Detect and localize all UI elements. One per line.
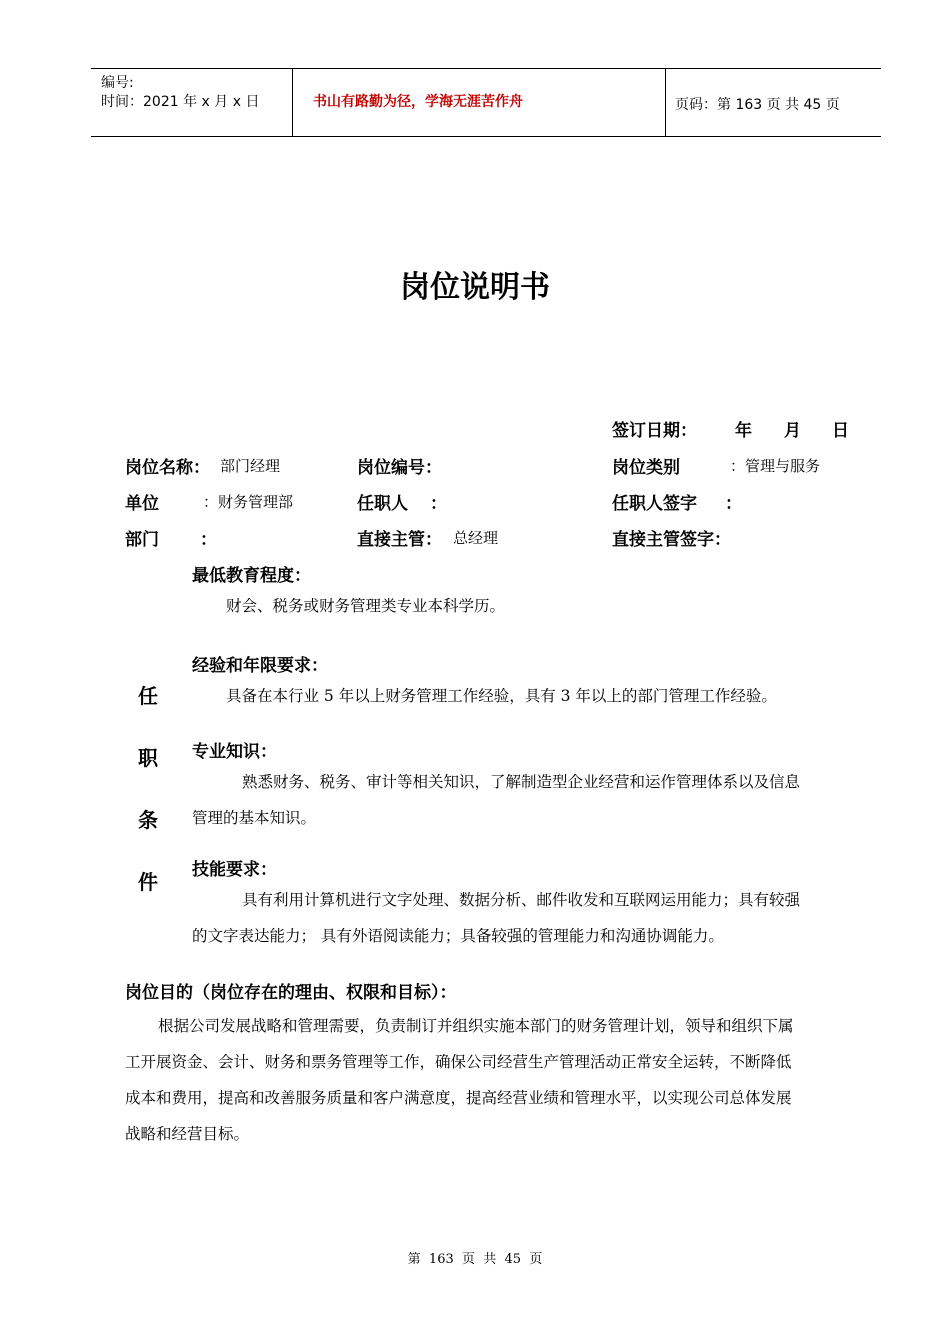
document-number-label: 编号:: [101, 75, 134, 91]
sign-date-day: 日: [832, 421, 849, 441]
supervisor-sign-label: 直接主管签字：: [612, 530, 731, 550]
department-label: 部门: [125, 530, 159, 550]
incumbent-sign-label: 任职人签字: [612, 494, 697, 514]
qualification-side-char: 条: [138, 808, 158, 832]
knowledge-label: 专业知识：: [192, 742, 277, 762]
position-type-label: 岗位类别: [612, 458, 680, 478]
knowledge-text-line: 管理的基本知识。: [192, 809, 317, 827]
position-name-label: 岗位名称：: [125, 458, 210, 478]
qualification-side-char: 任: [138, 684, 158, 708]
header-page-number: 页码：第 163 页 共 45 页: [675, 97, 840, 113]
unit-value: ：财务管理部: [203, 493, 294, 511]
purpose-label: 岗位目的（岗位存在的理由、权限和目标）：: [125, 983, 457, 1003]
unit-label: 单位: [125, 494, 159, 514]
purpose-text-line: 成本和费用，提高和改善服务质量和客户满意度，提高经营业绩和管理水平，以实现公司总体发展: [125, 1089, 792, 1107]
purpose-text-line: 根据公司发展战略和管理需要，负责制订并组织实施本部门的财务管理计划，领导和组织下属: [158, 1017, 794, 1035]
document-time: 时间：2021 年 x 月 x 日: [101, 94, 260, 110]
knowledge-text-line: 熟悉财务、税务、审计等相关知识，了解制造型企业经营和运作管理体系以及信息: [242, 773, 801, 791]
header-divider: [292, 69, 293, 136]
skills-text-line: 具有利用计算机进行文字处理、数据分析、邮件收发和互联网运用能力；具有较强: [242, 891, 801, 909]
skills-text-line: 的文字表达能力； 具有外语阅读能力；具备较强的管理能力和沟通协调能力。: [192, 927, 724, 945]
education-text: 财会、税务或财务管理类专业本科学历。: [226, 597, 506, 615]
qualification-side-char: 职: [138, 746, 158, 770]
sign-date-year: 年: [735, 421, 752, 441]
position-type-value: ：管理与服务: [730, 457, 821, 475]
header-table: [91, 68, 881, 137]
incumbent-colon: ：: [430, 494, 447, 514]
education-label: 最低教育程度：: [192, 566, 311, 586]
incumbent-label: 任职人: [357, 494, 408, 514]
department-colon: ：: [200, 530, 217, 550]
skills-label: 技能要求：: [192, 860, 277, 880]
supervisor-label: 直接主管：: [357, 530, 442, 550]
qualification-side-char: 件: [138, 870, 158, 894]
purpose-text-line: 工开展资金、会计、财务和票务管理等工作，确保公司经营生产管理活动正常安全运转，不断降低: [125, 1053, 792, 1071]
experience-label: 经验和年限要求：: [192, 656, 328, 676]
sign-date-month: 月: [784, 421, 801, 441]
footer-page-number: 第 163 页 共 45 页: [407, 1252, 543, 1267]
header-divider: [665, 69, 666, 136]
supervisor-value: 总经理: [453, 529, 499, 547]
page-title: 岗位说明书: [400, 270, 550, 305]
incumbent-sign-colon: ：: [725, 494, 742, 514]
position-name-value: 部门经理: [220, 457, 281, 475]
header-motto: 书山有路勤为径，学海无涯苦作舟: [313, 94, 523, 110]
experience-text: 具备在本行业 5 年以上财务管理工作经验，具有 3 年以上的部门管理工作经验。: [226, 687, 777, 705]
sign-date-label: 签订日期：: [612, 421, 697, 441]
position-number-label: 岗位编号：: [357, 458, 442, 478]
purpose-text-line: 战略和经营目标。: [125, 1125, 250, 1143]
